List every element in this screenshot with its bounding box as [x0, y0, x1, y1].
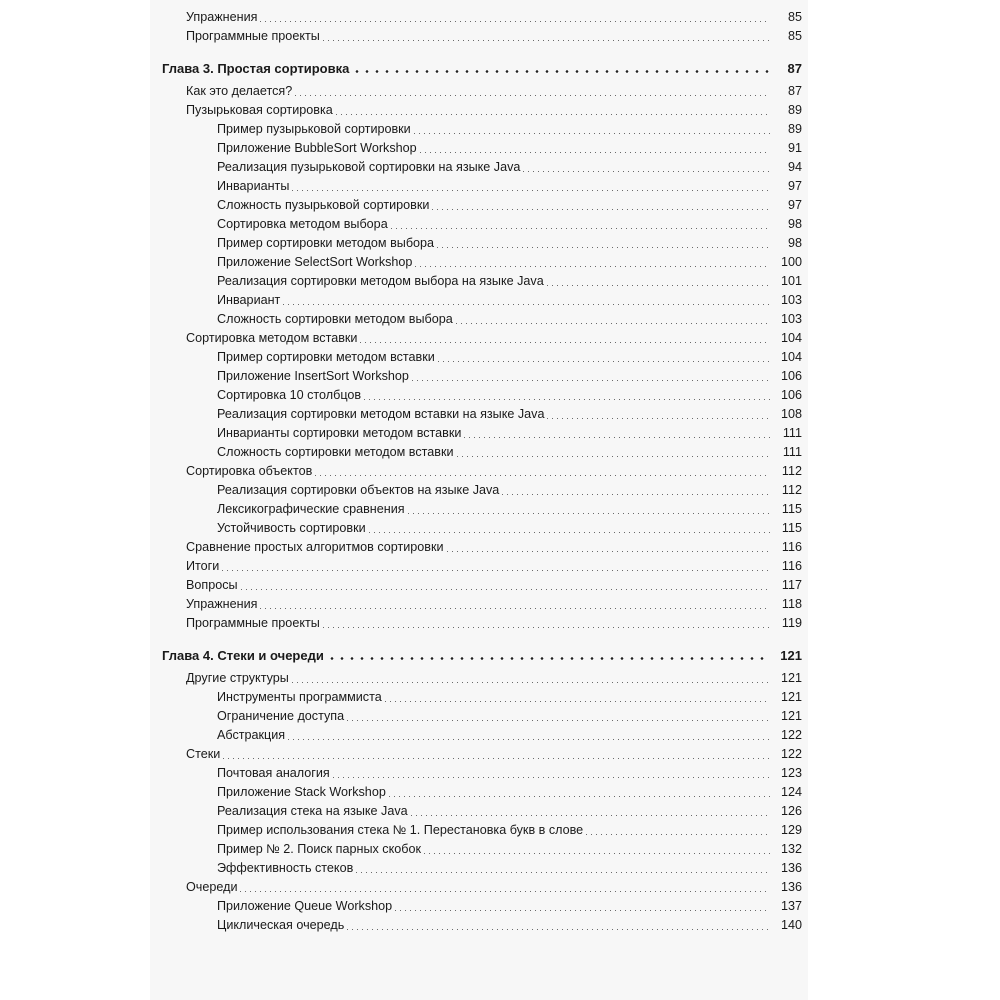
dot-leader — [438, 361, 770, 362]
toc-entry — [162, 213, 802, 232]
dot-leader — [389, 796, 770, 797]
toc-entry — [162, 800, 802, 819]
toc-entry — [162, 346, 802, 365]
toc-page-number: 121 — [780, 690, 802, 704]
toc-entry — [162, 403, 802, 422]
toc-page-number: 87 — [787, 61, 802, 76]
toc-entry-title: Очереди — [186, 880, 240, 895]
toc-entry — [162, 175, 802, 194]
dot-leader — [352, 70, 770, 73]
toc-entry — [162, 137, 802, 156]
toc-page-number: 106 — [780, 369, 802, 383]
toc-page-number: 97 — [787, 179, 802, 193]
toc-entry — [162, 574, 802, 593]
toc-entry-title: Сортировка методом выбора — [217, 217, 391, 232]
toc-page-number: 121 — [780, 648, 802, 663]
toc-entry-title: Почтовая аналогия — [217, 766, 333, 781]
dot-leader — [502, 494, 770, 495]
toc-page-number: 91 — [787, 141, 802, 155]
toc-entry-title: Пузырьковая сортировка — [186, 103, 336, 118]
toc-entry — [162, 914, 802, 933]
toc-entry — [162, 232, 802, 251]
dot-leader — [437, 247, 770, 248]
toc-page-number: 85 — [787, 29, 802, 43]
toc-entry — [162, 422, 802, 441]
toc-page-number: 123 — [780, 766, 802, 780]
toc-entry — [162, 251, 802, 270]
dot-leader — [323, 40, 770, 41]
toc-entry — [162, 593, 802, 612]
toc-entry — [162, 857, 802, 876]
toc-entry — [162, 819, 802, 838]
toc-entry-title: Программные проекты — [186, 616, 323, 631]
toc-entry — [162, 667, 802, 686]
toc-page-number: 111 — [782, 426, 802, 440]
dot-leader — [432, 209, 770, 210]
dot-leader — [315, 475, 770, 476]
toc-entry — [162, 876, 802, 895]
toc-entry — [162, 705, 802, 724]
toc-entry-title: Реализация стека на языке Java — [217, 804, 411, 819]
toc-entry — [162, 270, 802, 289]
toc-entry-title: Сложность сортировки методом вставки — [217, 445, 457, 460]
toc-entry-title: Упражнения — [186, 597, 260, 612]
toc-page-number: 121 — [780, 671, 802, 685]
toc-entry-title: Устойчивость сортировки — [217, 521, 369, 536]
toc-entry-title: Пример сортировки методом выбора — [217, 236, 437, 251]
dot-leader — [223, 758, 770, 759]
toc-entry-title: Сравнение простых алгоритмов сортировки — [186, 540, 447, 555]
toc-page-number: 118 — [781, 597, 802, 611]
dot-leader — [327, 657, 770, 660]
dot-leader — [447, 551, 770, 552]
toc-page-number: 124 — [780, 785, 802, 799]
toc-page-number: 112 — [781, 464, 802, 478]
dot-leader — [412, 380, 770, 381]
toc-page-number: 100 — [780, 255, 802, 269]
toc-entry-title: Инвариант — [217, 293, 283, 308]
dot-leader — [414, 133, 770, 134]
toc-entry — [162, 99, 802, 118]
toc-entry-title: Абстракция — [217, 728, 288, 743]
toc-entry — [162, 479, 802, 498]
toc-chapter — [162, 57, 802, 76]
toc-entry — [162, 724, 802, 743]
toc-entry — [162, 80, 802, 99]
toc-entry-title: Реализация пузырьковой сортировки на языке Java — [217, 160, 523, 175]
toc-page-number: 97 — [787, 198, 802, 212]
toc-page-number: 140 — [780, 918, 802, 932]
dot-leader — [408, 513, 770, 514]
toc-entry — [162, 555, 802, 574]
dot-leader — [260, 21, 770, 22]
toc-entry-title: Глава 3. Простая сортировка — [162, 61, 352, 76]
toc-entry — [162, 441, 802, 460]
toc-entry-title: Пример сортировки методом вставки — [217, 350, 438, 365]
dot-leader — [420, 152, 770, 153]
dot-leader — [240, 891, 770, 892]
toc-page-number: 111 — [782, 445, 802, 459]
toc-entry-title: Программные проекты — [186, 29, 323, 44]
toc-page-number: 98 — [787, 217, 802, 231]
dot-leader — [547, 285, 770, 286]
toc-entry-title: Пример № 2. Поиск парных скобок — [217, 842, 424, 857]
toc-entry-title: Упражнения — [186, 10, 260, 25]
dot-leader — [260, 608, 770, 609]
toc-page-number: 119 — [781, 616, 802, 630]
toc-page-number: 136 — [780, 861, 802, 875]
toc-page-number: 136 — [780, 880, 802, 894]
toc-entry — [162, 6, 802, 25]
toc-entry-title: Итоги — [186, 559, 222, 574]
toc-page-number: 85 — [787, 10, 802, 24]
dot-leader — [411, 815, 770, 816]
toc-entry-title: Реализация сортировки объектов на языке Java — [217, 483, 502, 498]
toc-page-number: 132 — [780, 842, 802, 856]
dot-leader — [457, 456, 771, 457]
dot-leader — [347, 929, 770, 930]
dot-leader — [336, 114, 770, 115]
toc-entry-title: Стеки — [186, 747, 223, 762]
dot-leader — [295, 95, 770, 96]
toc-entry-title: Лексикографические сравнения — [217, 502, 408, 517]
dot-leader — [385, 701, 770, 702]
toc-page-number: 121 — [780, 709, 802, 723]
toc-entry — [162, 895, 802, 914]
toc-entry — [162, 25, 802, 44]
toc-chapter — [162, 644, 802, 663]
toc-entry-title: Реализация сортировки методом выбора на языке Java — [217, 274, 547, 289]
toc-entry-title: Глава 4. Стеки и очереди — [162, 648, 327, 663]
toc-entry-title: Приложение Queue Workshop — [217, 899, 395, 914]
toc-page-number: 103 — [780, 293, 802, 307]
dot-leader — [288, 739, 770, 740]
toc-entry — [162, 762, 802, 781]
toc-page-number: 126 — [780, 804, 802, 818]
toc-entry-title: Вопросы — [186, 578, 241, 593]
dot-leader — [424, 853, 770, 854]
toc-entry — [162, 118, 802, 137]
toc-entry-title: Другие структуры — [186, 671, 292, 686]
toc-entry — [162, 308, 802, 327]
dot-leader — [347, 720, 770, 721]
toc-entry — [162, 156, 802, 175]
toc-page-number: 115 — [781, 521, 802, 535]
dot-leader — [586, 834, 770, 835]
toc-entry-title: Сортировка 10 столбцов — [217, 388, 364, 403]
dot-leader — [283, 304, 770, 305]
toc-entry-title: Циклическая очередь — [217, 918, 347, 933]
toc-page-number: 108 — [780, 407, 802, 421]
dot-leader — [241, 589, 770, 590]
toc-entry-title: Сортировка объектов — [186, 464, 315, 479]
toc-entry — [162, 536, 802, 555]
toc-entry — [162, 327, 802, 346]
toc-entry-title: Сложность пузырьковой сортировки — [217, 198, 432, 213]
dot-leader — [222, 570, 770, 571]
toc-entry — [162, 194, 802, 213]
toc-page-number: 89 — [787, 122, 802, 136]
toc-page-number: 106 — [780, 388, 802, 402]
dot-leader — [292, 190, 770, 191]
toc-entry — [162, 781, 802, 800]
toc-entry-title: Сортировка методом вставки — [186, 331, 360, 346]
dot-leader — [415, 266, 770, 267]
toc-page-number: 112 — [781, 483, 802, 497]
toc-page-number: 104 — [780, 350, 802, 364]
toc-page-number: 122 — [780, 747, 802, 761]
dot-leader — [547, 418, 770, 419]
toc-page-number: 115 — [781, 502, 802, 516]
toc-page-number: 116 — [781, 540, 802, 554]
dot-leader — [323, 627, 770, 628]
dot-leader — [356, 872, 770, 873]
toc-entry — [162, 517, 802, 536]
toc-entry-title: Сложность сортировки методом выбора — [217, 312, 456, 327]
toc-page-number: 89 — [787, 103, 802, 117]
toc-entry-title: Ограничение доступа — [217, 709, 347, 724]
dot-leader — [391, 228, 770, 229]
toc-entry — [162, 460, 802, 479]
toc-entry-title: Инварианты сортировки методом вставки — [217, 426, 464, 441]
toc-page-number: 87 — [787, 84, 802, 98]
toc-entry — [162, 384, 802, 403]
dot-leader — [395, 910, 770, 911]
dot-leader — [456, 323, 770, 324]
toc-entry-title: Инварианты — [217, 179, 292, 194]
toc-entry — [162, 612, 802, 631]
toc-page-number: 137 — [780, 899, 802, 913]
toc-entry-title: Эффективность стеков — [217, 861, 356, 876]
toc-entry — [162, 743, 802, 762]
toc-entry-title: Пример пузырьковой сортировки — [217, 122, 414, 137]
toc-page-number: 104 — [780, 331, 802, 345]
toc-entry-title: Приложение Stack Workshop — [217, 785, 389, 800]
dot-leader — [369, 532, 770, 533]
toc-page-number: 117 — [781, 578, 802, 592]
toc-entry-title: Приложение SelectSort Workshop — [217, 255, 415, 270]
toc-entry-title: Приложение InsertSort Workshop — [217, 369, 412, 384]
toc-page-number: 129 — [780, 823, 802, 837]
dot-leader — [333, 777, 770, 778]
dot-leader — [292, 682, 770, 683]
dot-leader — [464, 437, 770, 438]
toc-page-number: 103 — [780, 312, 802, 326]
dot-leader — [364, 399, 770, 400]
toc-entry-title: Пример использования стека № 1. Перестановка букв в слове — [217, 823, 586, 838]
toc-entry — [162, 498, 802, 517]
toc-page-number: 94 — [787, 160, 802, 174]
toc-page-number: 101 — [780, 274, 802, 288]
toc-entry — [162, 686, 802, 705]
toc-entry-title: Как это делается? — [186, 84, 295, 99]
toc-entry — [162, 838, 802, 857]
toc-entry-title: Реализация сортировки методом вставки на языке Java — [217, 407, 547, 422]
toc-page-number: 98 — [787, 236, 802, 250]
toc-entry — [162, 289, 802, 308]
dot-leader — [360, 342, 770, 343]
toc-page-number: 122 — [780, 728, 802, 742]
toc-entry-title: Инструменты программиста — [217, 690, 385, 705]
toc-entry — [162, 365, 802, 384]
dot-leader — [523, 171, 770, 172]
toc-page-number: 116 — [781, 559, 802, 573]
toc-entry-title: Приложение BubbleSort Workshop — [217, 141, 420, 156]
